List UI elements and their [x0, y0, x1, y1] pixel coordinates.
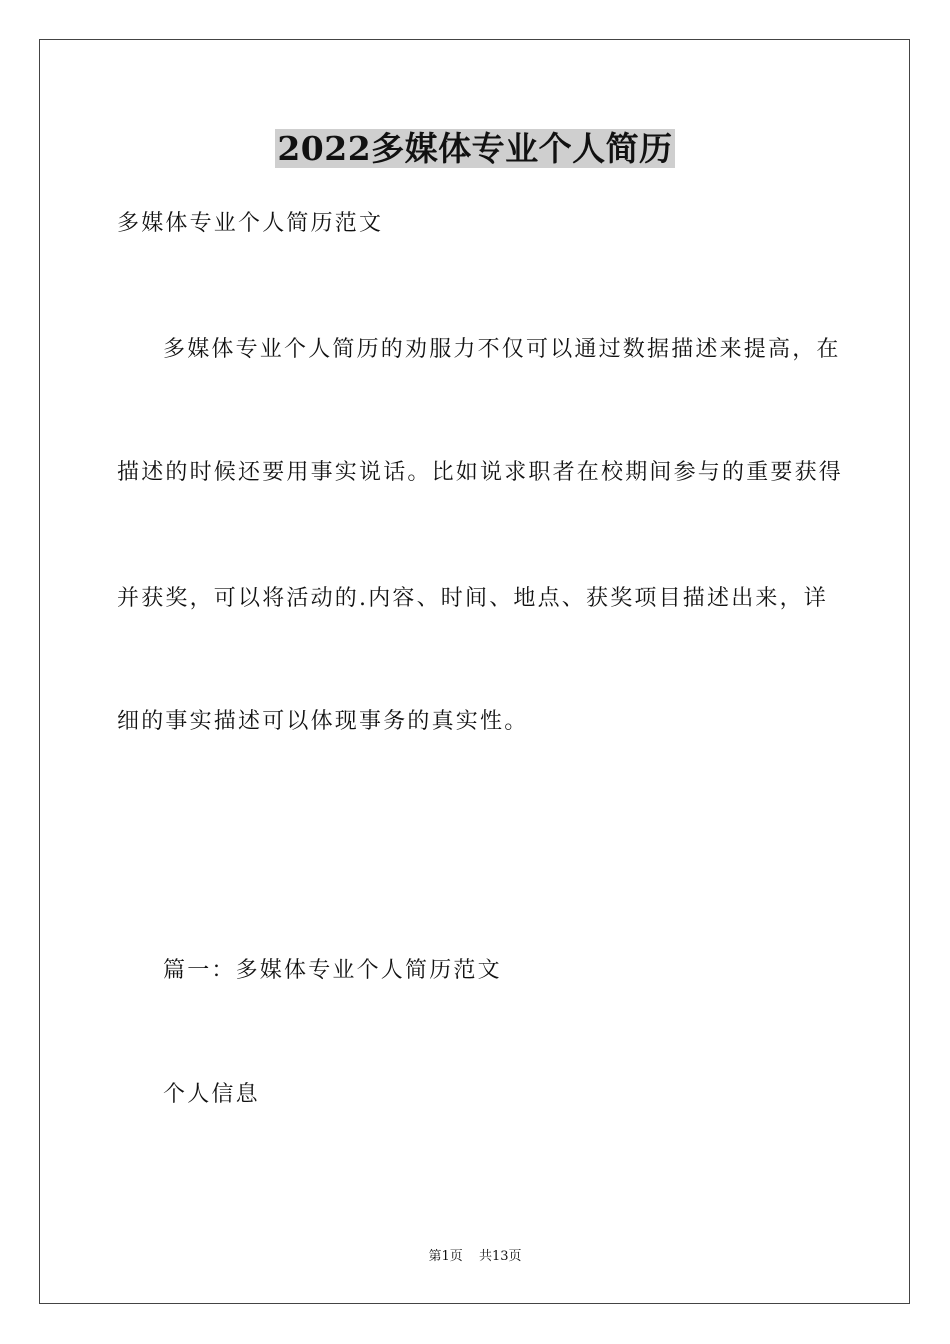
document-subtitle: 多媒体专业个人简历范文 — [117, 211, 384, 236]
paragraph-line-3: 并获奖，可以将活动的.内容、时间、地点、获奖项目描述出来，详 — [117, 586, 828, 611]
paragraph-line-1: 多媒体专业个人简历的劝服力不仅可以通过数据描述来提高，在 — [163, 337, 841, 362]
page-total: 共13页 — [478, 1249, 522, 1264]
section-heading: 篇一：多媒体专业个人简历范文 — [163, 958, 502, 983]
page-number: 第1页 — [428, 1249, 463, 1264]
page-footer — [0, 1248, 950, 1266]
subsection-heading: 个人信息 — [163, 1082, 260, 1107]
paragraph-line-2: 描述的时候还要用事实说话。比如说求职者在校期间参与的重要获得 — [117, 460, 844, 485]
document-title: 2022多媒体专业个人简历 — [277, 129, 673, 168]
paragraph-line-4: 细的事实描述可以体现事务的真实性。 — [117, 709, 529, 734]
document-title-wrap — [0, 127, 950, 171]
